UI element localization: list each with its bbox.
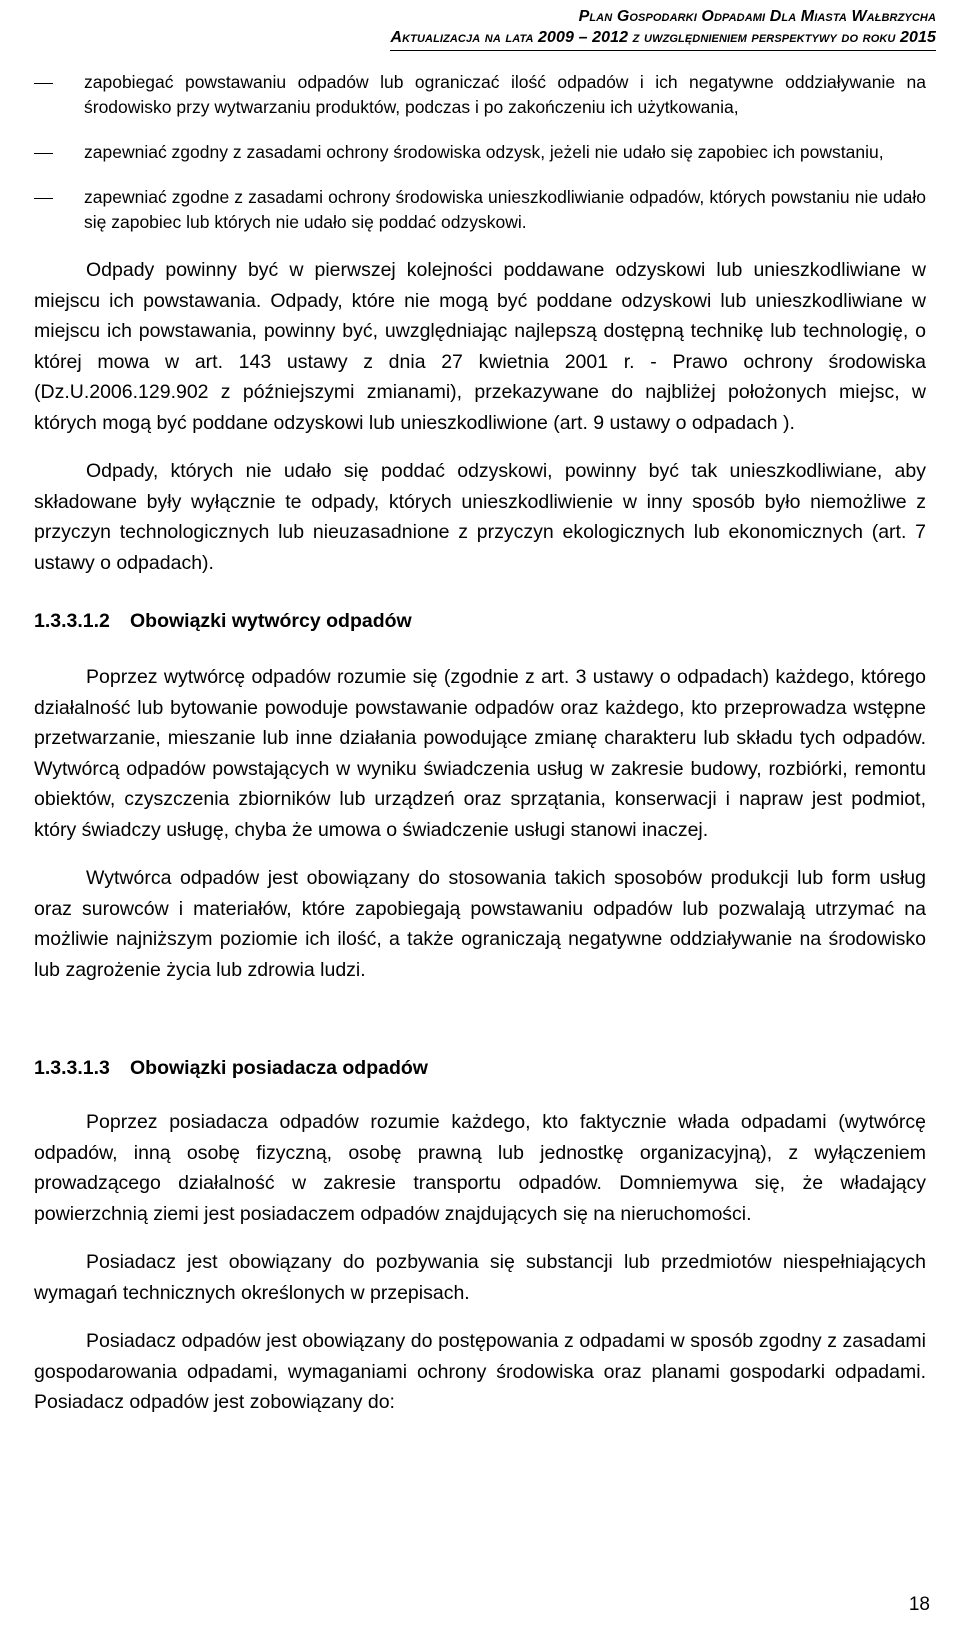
paragraph: Posiadacz jest obowiązany do pozbywania się substancji lub przedmiotów niespełniających wymagań technicznych określonych w przepisach.	[34, 1251, 926, 1304]
paragraph: Poprzez wytwórcę odpadów rozumie się (zgodnie z art. 3 ustawy o odpadach) każdego, którego działalność lub bytowanie powoduje powstawanie odpadów oraz każdego, kto przeprowadza wstępne przetwarzanie, mieszanie lub inne działania powodujące zmianę charakteru lub składu tych odpadów. Wytwórcą odpadów powstających w wyniku świadczenia usług w zakresie budowy, rozbiórki, remontu obiektów, czyszczenia zbiorników lub urządzeń oraz sprzątania, konserwacji i napraw jest podmiot, który świadczy usługę, chyba że umowa o świadczenie usługi stanowi inaczej.	[34, 666, 926, 841]
section-title: Obowiązki posiadacza odpadów	[130, 1057, 428, 1079]
page-number: 18	[908, 1594, 930, 1615]
paragraph: Odpady, których nie udało się poddać odzyskowi, powinny być tak unieszkodliwiane, aby składowane były wyłącznie te odpady, których unieszkodliwienie w inny sposób było niemożliwe z przyczyn technologicznych lub nieuzasadnione z przyczyn ekologicznych lub ekonomicznych (art. 7 ustawy o odpadach).	[34, 460, 926, 574]
list-item	[34, 185, 926, 235]
header-title: Plan Gospodarki Odpadami Dla Miasta Wałbrzycha	[578, 8, 936, 25]
section-heading	[34, 606, 926, 636]
list-item	[34, 70, 926, 120]
list-item-text: zapobiegać powstawaniu odpadów lub ograniczać ilość odpadów i ich negatywne oddziaływanie na środowisko przy wytwarzaniu produktów, podczas i po zakończeniu ich użytkowania,	[84, 72, 926, 117]
section-number: 1.3.3.1.3	[34, 1057, 110, 1079]
dash-bullet-icon	[34, 83, 53, 84]
list-item-text: zapewniać zgodne z zasadami ochrony środowiska unieszkodliwianie odpadów, których powstaniu nie udało się zapobiec lub których nie udało się poddać odzyskowi.	[84, 187, 926, 232]
header-subtitle: Aktualizacja na lata 2009 – 2012 z uwzględnieniem perspektywy do roku 2015	[390, 27, 936, 51]
section-title: Obowiązki wytwórcy odpadów	[130, 610, 412, 632]
paragraph: Odpady powinny być w pierwszej kolejności poddawane odzyskowi lub unieszkodliwiane w miejscu ich powstawania. Odpady, które nie mogą być poddane odzyskowi lub unieszkodliwiane w miejscu ich powstawania, powinny być, uwzględniając najlepszą dostępną technikę lub technologię, o której mowa w art. 143 ustawy z dnia 27 kwietnia 2001 r. - Prawo ochrony środowiska (Dz.U.2006.129.902 z późniejszymi zmianami), przekazywane do najbliżej położonych miejsc, w których mogą być poddane odzyskowi lub unieszkodliwione (art. 9 ustawy o odpadach ).	[34, 259, 926, 434]
page-header	[390, 6, 936, 51]
paragraph: Wytwórca odpadów jest obowiązany do stosowania takich sposobów produkcji lub form usług oraz surowców i materiałów, które zapobiegają powstawaniu odpadów lub pozwalają utrzymać na możliwie najniższym poziomie ich ilość, a także ograniczają negatywne oddziaływanie na środowisko lub zagrożenie życia lub zdrowia ludzi.	[34, 867, 926, 981]
paragraph: Posiadacz odpadów jest obowiązany do postępowania z odpadami w sposób zgodny z zasadami gospodarowania odpadami, wymaganiami ochrony środowiska oraz planami gospodarki odpadami. Posiadacz odpadów jest zobowiązany do:	[34, 1330, 926, 1413]
list-item-text: zapewniać zgodny z zasadami ochrony środowiska odzysk, jeżeli nie udało się zapobiec ich powstaniu,	[84, 142, 884, 162]
dash-bullet-icon	[34, 198, 53, 199]
list-item	[34, 140, 926, 165]
section-number: 1.3.3.1.2	[34, 610, 110, 632]
dash-bullet-icon	[34, 153, 53, 154]
paragraph: Poprzez posiadacza odpadów rozumie każdego, kto faktycznie włada odpadami (wytwórcę odpadów, inną osobę fizyczną, osobę prawną lub jednostkę organizacyjną), z wyłączeniem prowadzącego działalność w zakresie transportu odpadów. Domniemywa się, że władający powierzchnią ziemi jest posiadaczem odpadów znajdujących się na nieruchomości.	[34, 1111, 926, 1225]
section-heading	[34, 1053, 926, 1083]
document-body	[34, 70, 926, 1436]
